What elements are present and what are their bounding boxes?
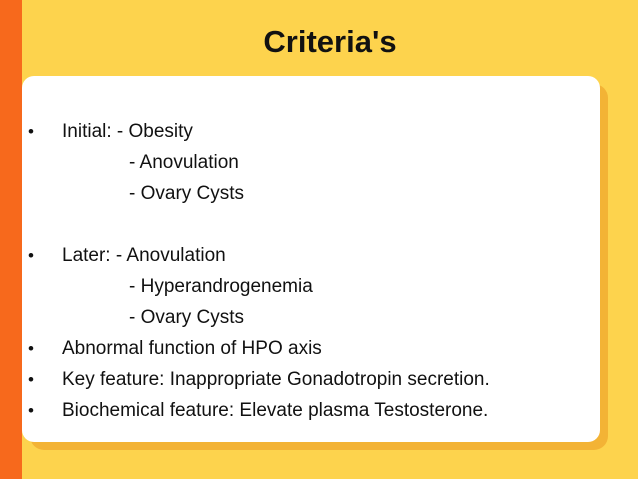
- bullet-icon: •: [28, 401, 34, 420]
- bullet-text: Abnormal function of HPO axis: [62, 338, 322, 359]
- sub-item-text: - Anovulation: [129, 152, 239, 173]
- sub-item: [28, 178, 628, 209]
- bullet-text: Later: - Anovulation: [62, 245, 226, 266]
- bullet-item: [28, 364, 628, 395]
- slide-title: Criteria's: [263, 24, 397, 59]
- bullet-text: Biochemical feature: Elevate plasma Testosterone.: [62, 400, 489, 421]
- sub-item-text: - Ovary Cysts: [129, 183, 245, 204]
- bullet-icon: •: [28, 122, 34, 141]
- bullet-text: Initial: - Obesity: [62, 121, 193, 142]
- sub-item-text: - Ovary Cysts: [129, 307, 245, 328]
- bullet-item: [28, 333, 628, 364]
- bullet-text: Key feature: Inappropriate Gonadotropin secretion.: [62, 369, 490, 390]
- sub-item: [28, 147, 628, 178]
- bullet-item: [28, 395, 628, 426]
- bullet-item: [28, 116, 628, 147]
- bullet-icon: •: [28, 246, 34, 265]
- bullet-list: [28, 116, 628, 426]
- bullet-icon: •: [28, 370, 34, 389]
- bullet-icon: •: [28, 339, 34, 358]
- sub-item-text: - Hyperandrogenemia: [129, 276, 313, 297]
- left-accent-strip: [0, 0, 22, 479]
- sub-item: [28, 271, 628, 302]
- sub-item: [28, 302, 628, 333]
- spacer: [28, 209, 628, 240]
- bullet-item: [28, 240, 628, 271]
